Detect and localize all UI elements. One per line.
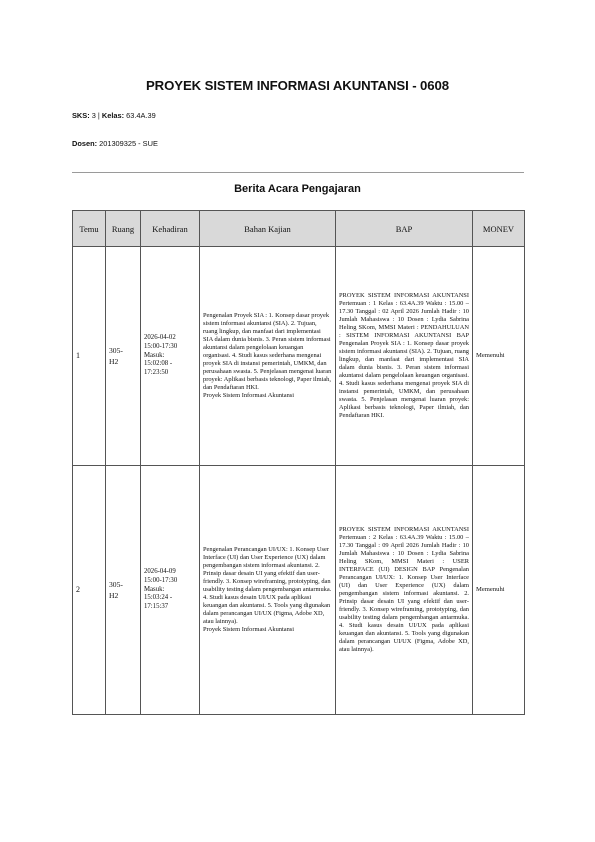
page-title: PROYEK SISTEM INFORMASI AKUNTANSI - 0608 (145, 78, 449, 93)
dosen-value: 201309325 - SUE (97, 139, 158, 148)
sks-label: SKS: (72, 111, 90, 120)
dosen-label: Dosen: (72, 139, 98, 148)
column-header-bap: BAP (336, 211, 473, 247)
room-cell: 305- H2 (106, 466, 141, 715)
bap-cell: PROYEK SISTEM INFORMASI AKUNTANSI Pertemuan : 1 Kelas : 63.4A.39 Waktu : 15.00 – 17.30 Tanggal : 02 April 2026 Jumlah Hadir : 10 Jumlah Mahasiswa : 10 Dosen : Lydia Sabrina Heling SKom, MMSI Materi : PENDAHULUAN : SISTEM INFORMASI AKUNTANSI BAP Pengenalan Proyek SIA : 1. Konsep dasar proyek sistem informasi akuntansi (SIA). 2. Tujuan, ruang lingkup, dan manfaat dari implementasi SIA dalam dunia bisnis. 3. Peran sistem informasi akuntansi dalam pengelolaan keuangan organisasi. 4. Studi kasus sederhana mengenai proyek SIA di instansi pemerintah, UMKM, dan perusahaan swasta. 5. Penjelasan mengenai luaran proyek: Aplikasi berbasis teknologi, Paper ilmiah, dan Pendaftaran HKI. (336, 247, 473, 466)
column-header-kehadiran: Kehadiran (141, 211, 200, 247)
kelas-label: Kelas: (101, 111, 125, 120)
column-header-monev: MONEV (473, 211, 525, 247)
class-info (72, 111, 156, 120)
column-header-temu: Temu (73, 211, 106, 247)
lecturer-info (72, 139, 158, 148)
kelas-value: 63.4A.39 (124, 111, 156, 120)
teaching-report-table (72, 210, 525, 715)
bap-cell: PROYEK SISTEM INFORMASI AKUNTANSI Pertemuan : 2 Kelas : 63.4A.39 Waktu : 15.00 – 17.30 Tanggal : 09 April 2026 Jumlah Hadir : 10 Jumlah Mahasiswa : 10 Dosen : Lydia Sabrina Heling SKom, MMSI Materi : USER INTERFACE (UI) DESIGN BAP Pengenalan Perancangan UI/UX: 1. Konsep User Interface (UI) dan User Experience (UX) dalam pengembangan sistem informasi akuntansi. 2. Prinsip dasar desain UI yang efektif dan user-friendly. 3. Konsep wireframing, prototyping, dan usability testing dalam pengembangan antarmuka. 4. Studi kasus desain UI/UX pada aplikasi keuangan dan akuntansi. 5. Tools yang digunakan dalam perancangan UI/UX (Figma, Adobe XD, atau lainnya). (336, 466, 473, 715)
divider (72, 172, 524, 173)
monev-cell: Memenuhi (473, 466, 525, 715)
room-cell: 305- H2 (106, 247, 141, 466)
column-header-bahan-kajian: Bahan Kajian (200, 211, 336, 247)
study-material-cell: Pengenalan Proyek SIA : 1. Konsep dasar proyek sistem informasi akuntansi (SIA). 2. Tujuan, ruang lingkup, dan manfaat dari implementasi SIA dalam dunia bisnis. 3. Peran sistem informasi akuntansi dalam pengelolaan keuangan organisasi. 4. Studi kasus sederhana mengenai proyek SIA di instansi pemerintah, UMKM, dan perusahaan swasta. 5. Penjelasan mengenai luaran proyek: Aplikasi berbasis teknologi, Paper ilmiah, dan Pendaftaran HKI. Proyek Sistem Informasi Akuntansi (200, 247, 336, 466)
meeting-number: 1 (73, 247, 106, 466)
monev-cell: Memenuhi (473, 247, 525, 466)
table-header-row (73, 211, 525, 247)
attendance-cell: 2026-04-09 15:00-17:30 Masuk: 15:03:24 - 17:15:37 (141, 466, 200, 715)
section-title: Berita Acara Pengajaran (234, 183, 361, 195)
table-row (73, 247, 525, 466)
sks-value: 3 | (89, 111, 102, 120)
study-material-cell: Pengenalan Perancangan UI/UX: 1. Konsep User Interface (UI) dan User Experience (UX) dalam pengembangan sistem informasi akuntansi. 2. Prinsip dasar desain UI yang efektif dan user-friendly. 3. Konsep wireframing, prototyping, dan usability testing dalam pengembangan antarmuka. 4. Studi kasus desain UI/UX pada aplikasi keuangan dan akuntansi. 5. Tools yang digunakan dalam perancangan UI/UX (Figma, Adobe XD, atau lainnya). Proyek Sistem Informasi Akuntansi (200, 466, 336, 715)
column-header-ruang: Ruang (106, 211, 141, 247)
meeting-number: 2 (73, 466, 106, 715)
attendance-cell: 2026-04-02 15:00-17:30 Masuk: 15:02:08 - 17:23:50 (141, 247, 200, 466)
table-row (73, 466, 525, 715)
